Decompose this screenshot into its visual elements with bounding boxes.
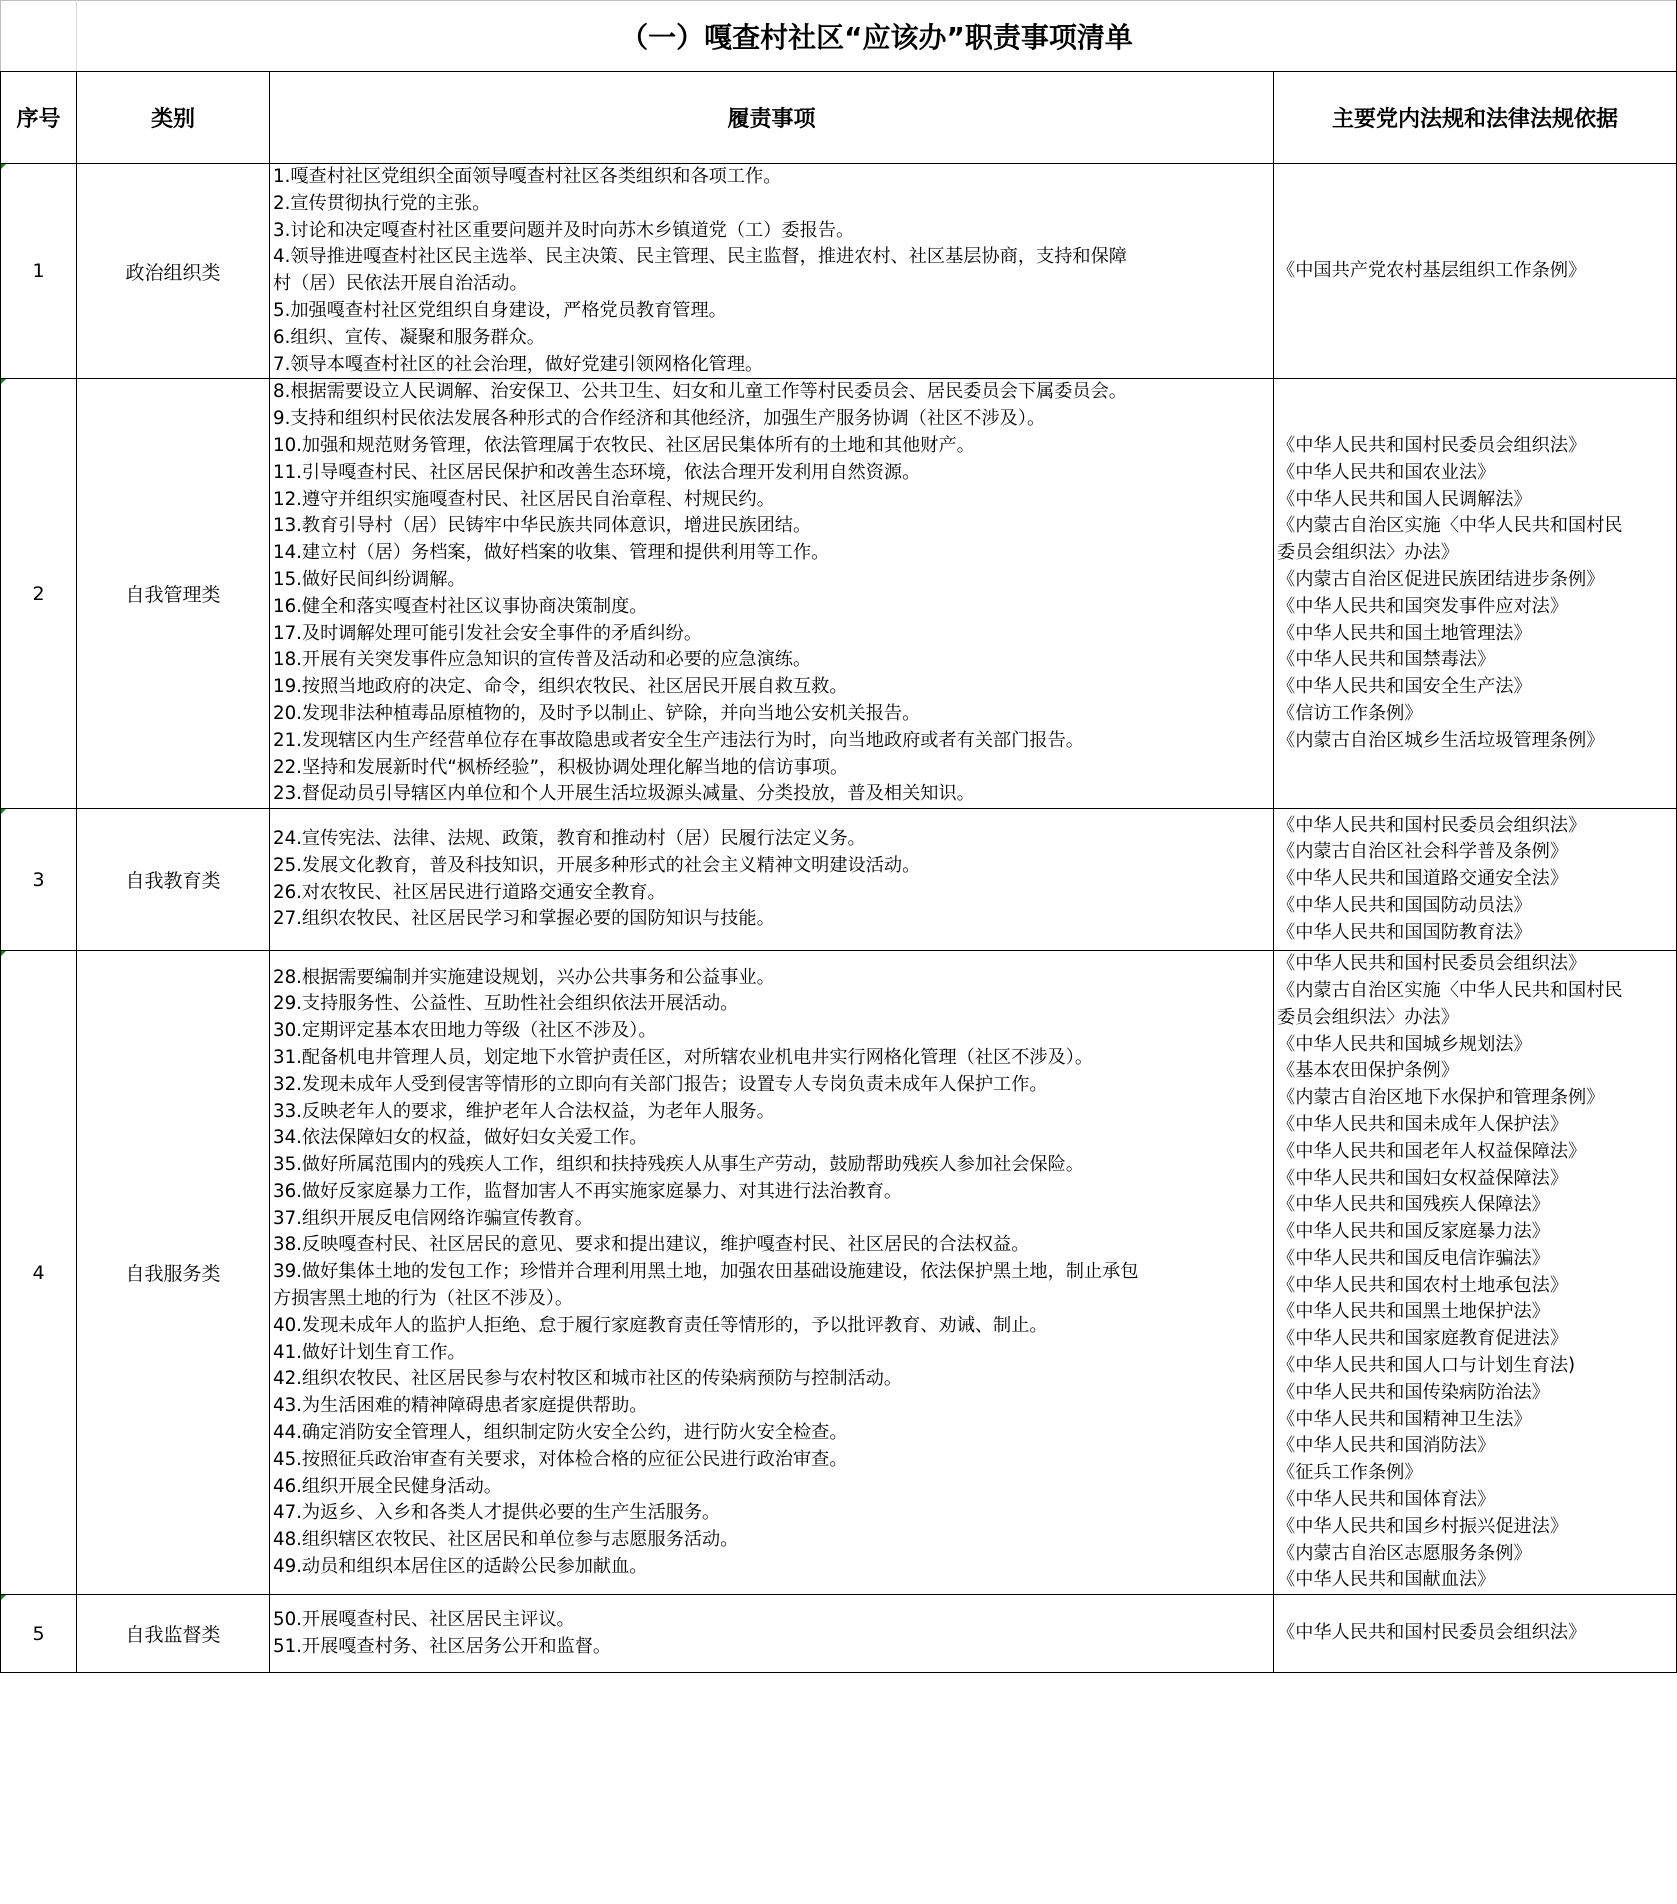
header-num: 序号 (1, 72, 77, 164)
legal-basis-line: 《中国共产党农村基层组织工作条例》 (1277, 259, 1587, 281)
legal-basis-line: 《中华人民共和国农业法》 (1277, 461, 1496, 483)
row-legal-basis (1274, 379, 1677, 809)
legal-basis-line: 《中华人民共和国人口与计划生育法) (1277, 1355, 1576, 1377)
cell-marker-icon (1, 809, 6, 814)
legal-basis-line: 《信访工作条例》 (1277, 702, 1423, 724)
duty-item-line: 8.根据需要设立人民调解、治安保卫、公共卫生、妇女和儿童工作等村民委员会、居民委员会下属委员会。 (273, 381, 1127, 403)
duty-item-line: 36.做好反家庭暴力工作，监督加害人不再实施家庭暴力、对其进行法治教育。 (273, 1180, 903, 1202)
duty-item-line: 20.发现非法种植毒品原植物的，及时予以制止、铲除，并向当地公安机关报告。 (273, 702, 921, 724)
duty-item-line: 42.组织农牧民、社区居民参与农村牧区和城市社区的传染病预防与控制活动。 (273, 1368, 903, 1390)
duty-item-line: 7.领导本嘎查村社区的社会治理，做好党建引领网格化管理。 (273, 353, 764, 375)
legal-basis-line: 《中华人民共和国未成年人保护法》 (1277, 1113, 1569, 1135)
duty-item-line: 1.嘎查村社区党组织全面领导嘎查村社区各类组织和各项工作。 (273, 166, 782, 187)
legal-basis-line: 《中华人民共和国反家庭暴力法》 (1277, 1221, 1550, 1243)
legal-basis-line: 《中华人民共和国城乡规划法》 (1277, 1033, 1532, 1055)
row-legal-basis (1274, 951, 1677, 1595)
legal-basis-line: 《内蒙古自治区促进民族团结进步条例》 (1277, 568, 1605, 590)
header-basis: 主要党内法规和法律法规依据 (1274, 72, 1677, 164)
legal-basis-line: 《中华人民共和国突发事件应对法》 (1277, 595, 1569, 617)
duty-item-line: 5.加强嘎查村社区党组织自身建设，严格党员教育管理。 (273, 299, 727, 321)
legal-basis-line: 《基本农田保护条例》 (1277, 1060, 1459, 1082)
table-row (1, 1595, 1677, 1673)
row-number: 1 (1, 164, 77, 379)
legal-basis-line: 《内蒙古自治区社会科学普及条例》 (1277, 841, 1569, 863)
duty-item-line: 45.按照征兵政治审查有关要求，对体检合格的应征公民进行政治审查。 (273, 1448, 848, 1470)
duty-item-line: 44.确定消防安全管理人，组织制定防火安全公约，进行防火安全检查。 (273, 1422, 848, 1444)
duty-item-line: 39.做好集体土地的发包工作；珍惜并合理利用黑土地，加强农田基础设施建设，依法保护黑土地，制止承包 (273, 1261, 1139, 1283)
duty-item-line: 22.坚持和发展新时代“枫桥经验”，积极协调处理化解当地的信访事项。 (273, 756, 849, 778)
title-row (1, 1, 1677, 72)
row-items (270, 951, 1274, 1595)
cell-marker-icon (1, 379, 6, 384)
row-category: 自我管理类 (77, 379, 270, 809)
duty-item-line: 41.做好计划生育工作。 (273, 1341, 466, 1363)
legal-basis-line: 《中华人民共和国乡村振兴促进法》 (1277, 1515, 1569, 1537)
legal-basis-line: 《征兵工作条例》 (1277, 1462, 1423, 1484)
row-number: 2 (1, 379, 77, 809)
legal-basis-line: 《中华人民共和国村民委员会组织法》 (1277, 1622, 1587, 1644)
duty-item-line: 3.讨论和决定嘎查村社区重要问题并及时向苏木乡镇道党（工）委报告。 (273, 219, 855, 241)
duty-item-line: 31.配备机电井管理人员，划定地下水管护责任区，对所辖农业机电井实行网格化管理（社区不涉及）。 (273, 1046, 1094, 1068)
duty-item-line: 30.定期评定基本农田地力等级（社区不涉及）。 (273, 1020, 657, 1042)
legal-basis-line: 《中华人民共和国精神卫生法》 (1277, 1408, 1532, 1430)
header-row (1, 72, 1677, 164)
legal-basis-line: 《中华人民共和国消防法》 (1277, 1435, 1496, 1457)
duty-item-line: 13.教育引导村（居）民铸牢中华民族共同体意识，增进民族团结。 (273, 515, 812, 537)
title-gutter-cell (1, 1, 77, 72)
row-number: 4 (1, 951, 77, 1595)
legal-basis-line: 委员会组织法〉办法》 (1277, 1006, 1459, 1028)
header-category: 类别 (77, 72, 270, 164)
duty-item-line: 32.发现未成年人受到侵害等情形的立即向有关部门报告；设置专人专岗负责未成年人保护工作。 (273, 1073, 1048, 1095)
duty-item-line: 23.督促动员引导辖区内单位和个人开展生活垃圾源头减量、分类投放，普及相关知识。 (273, 783, 975, 805)
duty-item-line: 6.组织、宣传、凝聚和服务群众。 (273, 326, 545, 348)
duty-item-line: 40.发现未成年人的监护人拒绝、怠于履行家庭教育责任等情形的，予以批评教育、劝诫、制止。 (273, 1314, 1048, 1336)
duty-item-line: 47.为返乡、入乡和各类人才提供必要的生产生活服务。 (273, 1502, 721, 1524)
legal-basis-line: 《中华人民共和国献血法》 (1277, 1569, 1496, 1591)
row-category: 自我教育类 (77, 809, 270, 951)
row-items (270, 1595, 1274, 1673)
cell-marker-icon (1, 951, 6, 956)
duty-item-line: 16.健全和落实嘎查村社区议事协商决策制度。 (273, 595, 648, 617)
legal-basis-line: 《中华人民共和国黑土地保护法》 (1277, 1301, 1550, 1323)
legal-basis-line: 《内蒙古自治区志愿服务条例》 (1277, 1542, 1532, 1564)
legal-basis-line: 《中华人民共和国村民委员会组织法》 (1277, 814, 1587, 836)
row-items (270, 164, 1274, 379)
legal-basis-line: 《中华人民共和国村民委员会组织法》 (1277, 953, 1587, 975)
legal-basis-line: 《内蒙古自治区实施〈中华人民共和国村民 (1277, 515, 1623, 537)
legal-basis-line: 《中华人民共和国土地管理法》 (1277, 622, 1532, 644)
duty-item-line: 43.为生活困难的精神障碍患者家庭提供帮助。 (273, 1395, 648, 1417)
table-row (1, 951, 1677, 1595)
row-items (270, 379, 1274, 809)
cell-marker-icon (1, 164, 6, 169)
duty-item-line: 2.宣传贯彻执行党的主张。 (273, 192, 491, 214)
duty-item-line: 9.支持和组织村民依法发展各种形式的合作经济和其他经济，加强生产服务协调（社区不涉及）。 (273, 408, 1046, 430)
legal-basis-line: 《中华人民共和国国防动员法》 (1277, 895, 1532, 917)
legal-basis-line: 《中华人民共和国村民委员会组织法》 (1277, 434, 1587, 456)
duty-item-line: 10.加强和规范财务管理，依法管理属于农牧民、社区居民集体所有的土地和其他财产。 (273, 434, 975, 456)
duty-item-line: 4.领导推进嘎查村社区民主选举、民主决策、民主管理、民主监督，推进农村、社区基层协商，支持和保障 (273, 246, 1127, 268)
legal-basis-line: 《中华人民共和国人民调解法》 (1277, 488, 1532, 510)
row-legal-basis (1274, 1595, 1677, 1673)
row-number: 5 (1, 1595, 77, 1673)
duty-item-line: 46.组织开展全民健身活动。 (273, 1475, 502, 1497)
duty-item-line: 35.做好所属范围内的残疾人工作，组织和扶持残疾人从事生产劳动，鼓励帮助残疾人参加社会保险。 (273, 1154, 1084, 1176)
legal-basis-line: 委员会组织法〉办法》 (1277, 542, 1459, 564)
header-items: 履责事项 (270, 72, 1274, 164)
legal-basis-line: 《中华人民共和国老年人权益保障法》 (1277, 1140, 1587, 1162)
table-row (1, 809, 1677, 951)
table-row (1, 164, 1677, 379)
legal-basis-line: 《中华人民共和国反电信诈骗法》 (1277, 1247, 1550, 1269)
duty-item-line: 51.开展嘎查村务、社区居务公开和监督。 (273, 1635, 612, 1657)
duty-item-line: 方损害黑土地的行为（社区不涉及）。 (273, 1288, 574, 1310)
row-number: 3 (1, 809, 77, 951)
legal-basis-line: 《中华人民共和国道路交通安全法》 (1277, 868, 1569, 890)
duty-item-line: 28.根据需要编制并实施建设规划，兴办公共事务和公益事业。 (273, 966, 775, 988)
duty-item-line: 37.组织开展反电信网络诈骗宣传教育。 (273, 1207, 593, 1229)
duty-item-line: 38.反映嘎查村民、社区居民的意见、要求和提出建议，维护嘎查村民、社区居民的合法权益。 (273, 1234, 1030, 1256)
duty-item-line: 34.依法保障妇女的权益，做好妇女关爱工作。 (273, 1127, 648, 1149)
duty-item-line: 17.及时调解处理可能引发社会安全事件的矛盾纠纷。 (273, 622, 703, 644)
table-row (1, 379, 1677, 809)
row-legal-basis (1274, 809, 1677, 951)
legal-basis-line: 《中华人民共和国妇女权益保障法》 (1277, 1167, 1569, 1189)
row-category: 自我服务类 (77, 951, 270, 1595)
legal-basis-line: 《内蒙古自治区地下水保护和管理条例》 (1277, 1087, 1605, 1109)
legal-basis-line: 《中华人民共和国传染病防治法》 (1277, 1381, 1550, 1403)
row-items (270, 809, 1274, 951)
duty-item-line: 21.发现辖区内生产经营单位存在事故隐患或者安全生产违法行为时，向当地政府或者有关部门报告。 (273, 729, 1084, 751)
duty-item-line: 24.宣传宪法、法律、法规、政策，教育和推动村（居）民履行法定义务。 (273, 828, 866, 850)
duty-item-line: 27.组织农牧民、社区居民学习和掌握必要的国防知识与技能。 (273, 908, 775, 930)
duty-item-line: 29.支持服务性、公益性、互助性社会组织依法开展活动。 (273, 993, 739, 1015)
cell-marker-icon (1, 1595, 6, 1600)
legal-basis-line: 《中华人民共和国家庭教育促进法》 (1277, 1328, 1569, 1350)
duty-item-line: 18.开展有关突发事件应急知识的宣传普及活动和必要的应急演练。 (273, 649, 812, 671)
legal-basis-line: 《中华人民共和国国防教育法》 (1277, 921, 1532, 943)
duty-item-line: 19.按照当地政府的决定、命令，组织农牧民、社区居民开展自救互救。 (273, 676, 848, 698)
page-title: （一）嘎查村社区“应该办”职责事项清单 (77, 1, 1677, 72)
legal-basis-line: 《内蒙古自治区实施〈中华人民共和国村民 (1277, 979, 1623, 1001)
duty-item-line: 33.反映老年人的要求，维护老年人合法权益，为老年人服务。 (273, 1100, 775, 1122)
duty-item-line: 50.开展嘎查村民、社区居民主评议。 (273, 1608, 575, 1630)
row-category: 自我监督类 (77, 1595, 270, 1673)
legal-basis-line: 《中华人民共和国农村土地承包法》 (1277, 1274, 1569, 1296)
duty-item-line: 14.建立村（居）务档案，做好档案的收集、管理和提供利用等工作。 (273, 542, 830, 564)
row-legal-basis (1274, 164, 1677, 379)
legal-basis-line: 《内蒙古自治区城乡生活垃圾管理条例》 (1277, 729, 1605, 751)
duty-item-line: 48.组织辖区农牧民、社区居民和单位参与志愿服务活动。 (273, 1529, 739, 1551)
duty-item-line: 村（居）民依法开展自治活动。 (273, 273, 528, 295)
duty-item-line: 49.动员和组织本居住区的适龄公民参加献血。 (273, 1556, 648, 1578)
legal-basis-line: 《中华人民共和国残疾人保障法》 (1277, 1194, 1550, 1216)
duty-item-line: 11.引导嘎查村民、社区居民保护和改善生态环境，依法合理开发利用自然资源。 (273, 461, 921, 483)
legal-basis-line: 《中华人民共和国安全生产法》 (1277, 676, 1532, 698)
duty-item-line: 25.发展文化教育，普及科技知识，开展多种形式的社会主义精神文明建设活动。 (273, 854, 921, 876)
duty-item-line: 15.做好民间纠纷调解。 (273, 568, 466, 590)
duty-item-line: 12.遵守并组织实施嘎查村民、社区居民自治章程、村规民约。 (273, 488, 775, 510)
legal-basis-line: 《中华人民共和国禁毒法》 (1277, 649, 1496, 671)
legal-basis-line: 《中华人民共和国体育法》 (1277, 1489, 1496, 1511)
duty-item-line: 26.对农牧民、社区居民进行道路交通安全教育。 (273, 881, 666, 903)
row-category: 政治组织类 (77, 164, 270, 379)
